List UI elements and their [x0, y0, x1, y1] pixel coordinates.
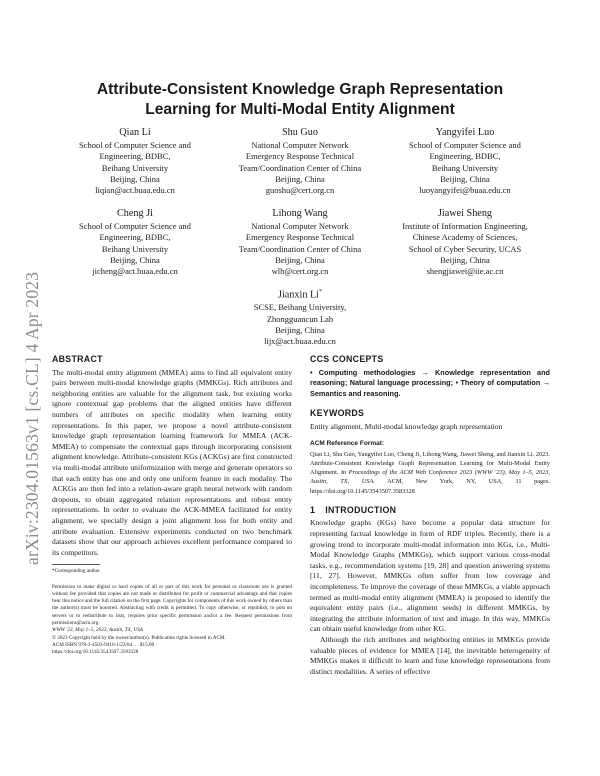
- corresponding-mark: *: [319, 289, 323, 295]
- affiliation-line: Beihang University: [101, 162, 169, 173]
- footnote-rule: [52, 564, 100, 565]
- affiliation-line: School of Computer Science and: [409, 140, 521, 150]
- copyright-line: © 2023 Copyright held by the owner/author(s). Publication rights licensed to ACM.: [52, 634, 226, 641]
- reference-format-text: Qian Li, Shu Guo, Yangyifei Luo, Cheng Ji, Lihong Wang, Jiawei Sheng, and Jianxin Li. 2023. Attribute-Consistent Knowledge Graph Representation Learning for Multi-Modal Entity Alignment. In Proceedings of the ACM Web Conference 2023 (WWW '23), May 1–5, 2023, Austin, TX, USA. ACM, New York, NY, USA, 11 pages. https://doi.org/10.1145/3543507.3583328: [310, 450, 550, 495]
- introduction-heading: 1 INTRODUCTION: [310, 504, 397, 515]
- author-email: luoyangyifei@buaa.edu.cn: [419, 185, 511, 196]
- affiliation-line: School of Computer Science and: [79, 221, 191, 231]
- affiliation-line: Institute of Information Engineering,: [402, 221, 528, 231]
- left-column: [52, 354, 292, 657]
- affiliation-line: Beijing, China: [275, 324, 325, 335]
- paper-title: [40, 80, 560, 120]
- affiliation-line: Beihang University: [101, 243, 169, 254]
- affiliation-line: Beihang University: [431, 162, 499, 173]
- corresponding-footnote: *Corresponding author: [52, 568, 100, 575]
- author-name: Jianxin Li*: [277, 289, 323, 301]
- author-name: Lihong Wang: [272, 208, 328, 219]
- affiliation-line: Beijing, China: [440, 173, 490, 184]
- author-name: Jiawei Sheng: [437, 208, 493, 219]
- affiliation-line: SCSE, Beihang University,: [253, 302, 347, 313]
- reference-format-heading: ACM Reference Format:: [310, 440, 385, 448]
- affiliation-line: Beijing, China: [275, 254, 325, 265]
- author-email: guoshu@cert.org.cn: [265, 185, 335, 196]
- affiliation-line: Engineering, BDBC,: [99, 232, 171, 243]
- author-name: Yangyifei Luo: [435, 127, 495, 138]
- affiliation-line: Emergency Response Technical: [245, 151, 355, 162]
- affiliation-line: Beijing, China: [110, 173, 160, 184]
- intro-paragraph: Knowledge graphs (KGs) have become a popular data structure for representing factual knowledge in form of RDF triples. Recently, there is a growing trend to incorporate multi-modal information into KGs, i.e., Multi-Modal Knowledge Graphs (MMKGs), which support various cross-modal tasks, e.g., recommendation systems [19, 28] and question answering systems [11, 27]. However, MMKGs often suffer from low coverage and incompleteness. To improve the coverage of these MMKGs, a viable approach termed as multi-modal entity alignment (MMEA) is proposed to identify the equivalent entity pairs (i.e., alignment seeds) in different MMKGs, by integrating the attribute information of text and image. In this way, MMKGs can obtain useful knowledge from other KG.: [310, 518, 550, 634]
- affiliation-line: National Computer Network: [251, 140, 349, 150]
- author-name: Shu Guo: [282, 127, 318, 138]
- author-email: shengjiawei@iie.ac.cn: [426, 266, 504, 277]
- title-line-1: Attribute-Consistent Knowledge Graph Representation: [96, 81, 504, 98]
- ccs-concepts: • Computing methodologies → Knowledge representation and reasoning; Natural language processing; • Theory of computation → Semantics and reasoning.: [310, 367, 550, 399]
- author-email: lijx@act.buaa.edu.cn: [264, 336, 336, 347]
- conference-line: WWW '23, May 1–5, 2023, Austin, TX, USA: [52, 627, 143, 634]
- affiliation-line: Beijing, China: [110, 254, 160, 265]
- author-name: Cheng Ji: [117, 208, 153, 219]
- doi-link[interactable]: https://doi.org/10.1145/3543507.3583328: [52, 649, 139, 656]
- affiliation-line: School of Cyber Security, UCAS: [408, 243, 522, 254]
- abstract-heading: ABSTRACT: [52, 354, 103, 364]
- author-email: liqian@act.buaa.edu.cn: [95, 185, 175, 196]
- affiliation-line: School of Computer Science and: [79, 140, 191, 150]
- isbn-line: ACM ISBN 978-1-4503-9416-1/23/04. . . $15.00: [52, 641, 155, 648]
- affiliation-line: Team/Coordination Center of China: [238, 162, 362, 173]
- affiliation-line: Emergency Response Technical: [245, 232, 355, 243]
- affiliation-line: Zhongguancun Lab: [266, 313, 334, 324]
- affiliation-line: National Computer Network: [251, 221, 349, 231]
- right-column: [310, 354, 550, 677]
- affiliation-line: Chinese Academy of Sciences,: [412, 232, 518, 243]
- author-name: Qian Li: [119, 127, 151, 138]
- author-block: [60, 207, 210, 277]
- author-block: [225, 207, 375, 277]
- author-block: [390, 126, 540, 196]
- affiliation-line: Beijing, China: [440, 254, 490, 265]
- author-email: wlh@cert.org.cn: [271, 266, 329, 277]
- author-block: [225, 126, 375, 196]
- abstract-text: The multi-modal entity alignment (MMEA) aims to find all equivalent entity pairs between multi-modal knowledge graphs (MMKGs). Rich attributes and neighboring entities are valuable for the alignment task, but existing works ignore contextual gap problems that the aligned entities have different numbers of attributes on specific modality when learning entity representations. In this paper, we propose a novel attribute-consistent knowledge graph representation learning framework for MMEA (ACK-MMEA) to compensate the contextual gaps through incorporating consistent alignment knowledge. Attribute-consistent KGs (ACKGs) are first constructed via multi-modal attribute uniformization with merge and generate operators so that each entity has one and only one uniform feature in each modality. The ACKGs are then fed into a relation-aware graph neural network with random dropouts, to obtain aggregated relation representations and robust entity representations. In order to evaluate the ACK-MMEA facilitated for entity alignment, we specially design a joint alignment loss for both entity and attribute evaluation. Extensive experiments conducted on two benchmark datasets show that our approach achieves excellent performance compared to its competitors.: [52, 367, 292, 557]
- keywords-text: Entity alignment, Multi-modal knowledge graph representation: [310, 421, 503, 431]
- keywords-heading: KEYWORDS: [310, 407, 365, 418]
- affiliation-line: Beijing, China: [275, 173, 325, 184]
- ccs-heading: CCS CONCEPTS: [310, 354, 384, 364]
- intro-paragraph: Although the rich attributes and neighboring entities in MMKGs provide valuable pieces of evidence for MMEA [14], the inevitable heterogeneity of MMKGs makes it difficult to learn and fuse knowledge representations from distinct modalities. A series of effective: [310, 634, 550, 676]
- title-line-2: Learning for Multi-Modal Entity Alignment: [145, 101, 455, 118]
- author-email: jicheng@act.buaa.edu.cn: [92, 266, 178, 277]
- author-block: [225, 286, 375, 348]
- arxiv-identifier: arXiv:2304.01563v1 [cs.CL] 4 Apr 2023: [22, 271, 42, 565]
- affiliation-line: Engineering, BDBC,: [429, 151, 501, 162]
- author-block: [60, 126, 210, 196]
- permission-notice: Permission to make digital or hard copies of all or part of this work for personal or classroom use is granted without fee provided that copies are not made or distributed for profit or commercial advantage and that copies bear this notice and the full citation on the first page. Copyrights for components of this work owned by others than the author(s) must be honored. Abstracting with credit is permitted. To copy otherwise, or republish, to post on servers or to redistribute to lists, requires prior specific permission and/or a fee. Request permissions from permissions@acm.org.: [52, 583, 292, 627]
- affiliation-line: Team/Coordination Center of China: [238, 243, 362, 254]
- author-block: [380, 207, 550, 277]
- affiliation-line: Engineering, BDBC,: [99, 151, 171, 162]
